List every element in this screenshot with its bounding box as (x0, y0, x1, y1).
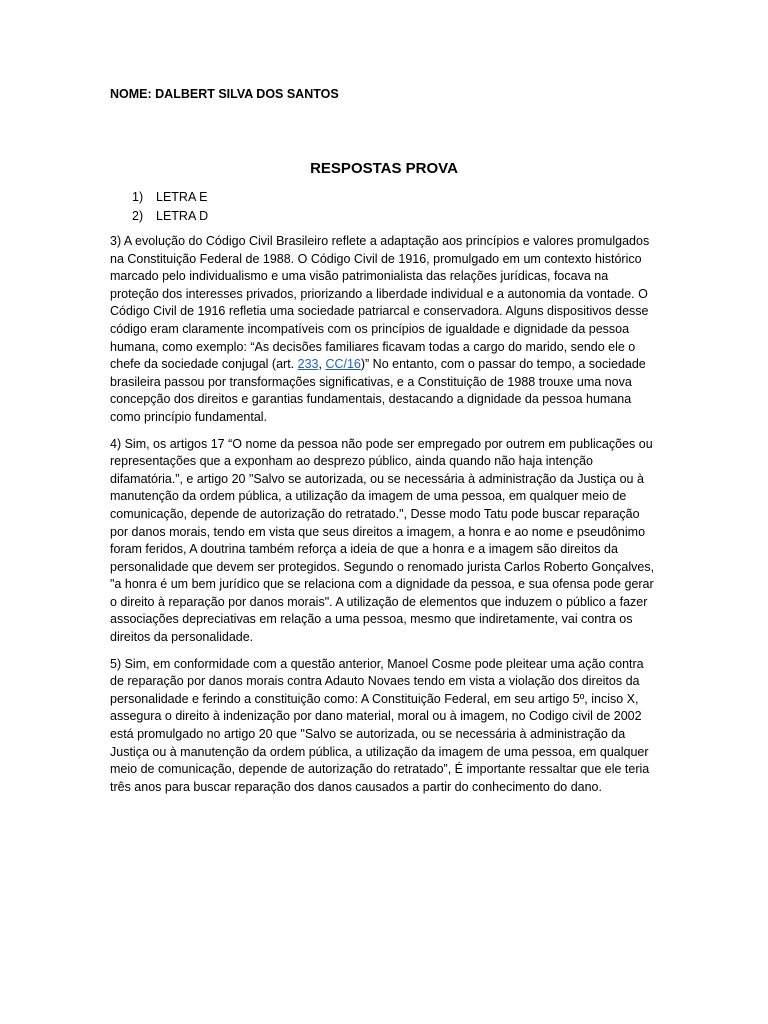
student-name: NOME: DALBERT SILVA DOS SANTOS (110, 87, 339, 101)
answers-body (110, 233, 658, 805)
answer-5-paragraph: 5) Sim, em conformidade com a questão anterior, Manoel Cosme pode pleitear uma ação contra de reparação por danos morais contra Adauto Novaes tendo em vista a violação dos direitos da personalidade e ferindo a constituição como: A Constituição Federal, em seu artigo 5º, inciso X, assegura o direito à indenização por dano material, moral ou à imagem, no Codigo civil de 2002 está promulgado no artigo 20 que "Salvo se autorizada, ou se necessária à administração da Justiça ou à manutenção da ordem pública, a utilização da imagem de uma pessoa, em qualquer meio de comunicação, depende de autorização do retratado”, É importante ressaltar que ele teria três anos para buscar reparação dos danos causados a partir do conhecimento do dano. (110, 656, 650, 794)
list-item-number: 2) (132, 208, 144, 223)
link-separator: , (318, 357, 326, 372)
list-item-number: 1) (132, 190, 144, 204)
list-item-text: LETRA E (156, 190, 208, 204)
article-233-link[interactable]: 233 (297, 357, 319, 372)
answer-4-paragraph: 4) Sim, os artigos 17 “O nome da pessoa não pode ser empregado por outrem em publicações ou representações que a exponham ao desprezo público, ainda quando não haja intenção difamatória.”, e artigo 20 "Salvo se autorizada, ou se necessária à administração da Justiça ou à manutenção da ordem pública, a utilização da imagem de uma pessoa, em qualquer meio de comunicação, depende de autorização do retratado.", Desse modo Tatu pode buscar reparação por danos morais, tendo em vista que seus direitos a imagem, a honra e ao nome e pseudônimo foram feridos, A doutrina também reforça a ideia de que a honra e a imagem são direitos da personalidade que devem ser protegidos. Segundo o renomado jurista Carlos Roberto Gonçalves, "a honra é um bem jurídico que se relaciona com a dignidade da pessoa, e sua ofensa pode gerar o direito à reparação por danos morais". A utilização de elementos que induzem o público a fazer associações depreciativas em relação a uma pessoa, mesmo que indiretamente, vai contra os direitos da personalidade. (110, 436, 655, 645)
answer-list (132, 188, 208, 225)
page-title: RESPOSTAS PROVA (310, 160, 458, 177)
list-item (132, 207, 208, 226)
cc16-link[interactable]: CC/16 (325, 357, 361, 372)
answer-3-text-end: )” No entanto, com o passar do tempo, a sociedade brasileira passou por transformações significativas, e a Constituição de 1988 trouxe uma nova concepção dos direitos e garantias fundamentais, destacando a dignidade da pessoa humana como princípio fundamental. (110, 357, 646, 424)
list-item-text: LETRA D (156, 208, 209, 223)
list-item (132, 188, 208, 207)
document-page (110, 85, 658, 794)
answer-3-text: 3) A evolução do Código Civil Brasileiro reflete a adaptação aos princípios e valores promulgados na Constituição Federal de 1988. O Código Civil de 1916, promulgado em um contexto histórico marcado pelo individualismo e uma visão patrimonialista das relações jurídicas, focava na proteção dos interesses privados, priorizando a liberdade individual e a autonomia da vontade. O Código Civil de 1916 refletia uma sociedade patriarcal e conservadora. Alguns dispositivos desse código eram claramente incompatíveis com os princípios de igualdade e dignidade da pessoa humana, como exemplo: “As decisões familiares ficavam todas a cargo do marido, sendo ele o chefe da sociedade conjugal (art. (110, 234, 650, 372)
answer-3-paragraph (110, 233, 658, 427)
